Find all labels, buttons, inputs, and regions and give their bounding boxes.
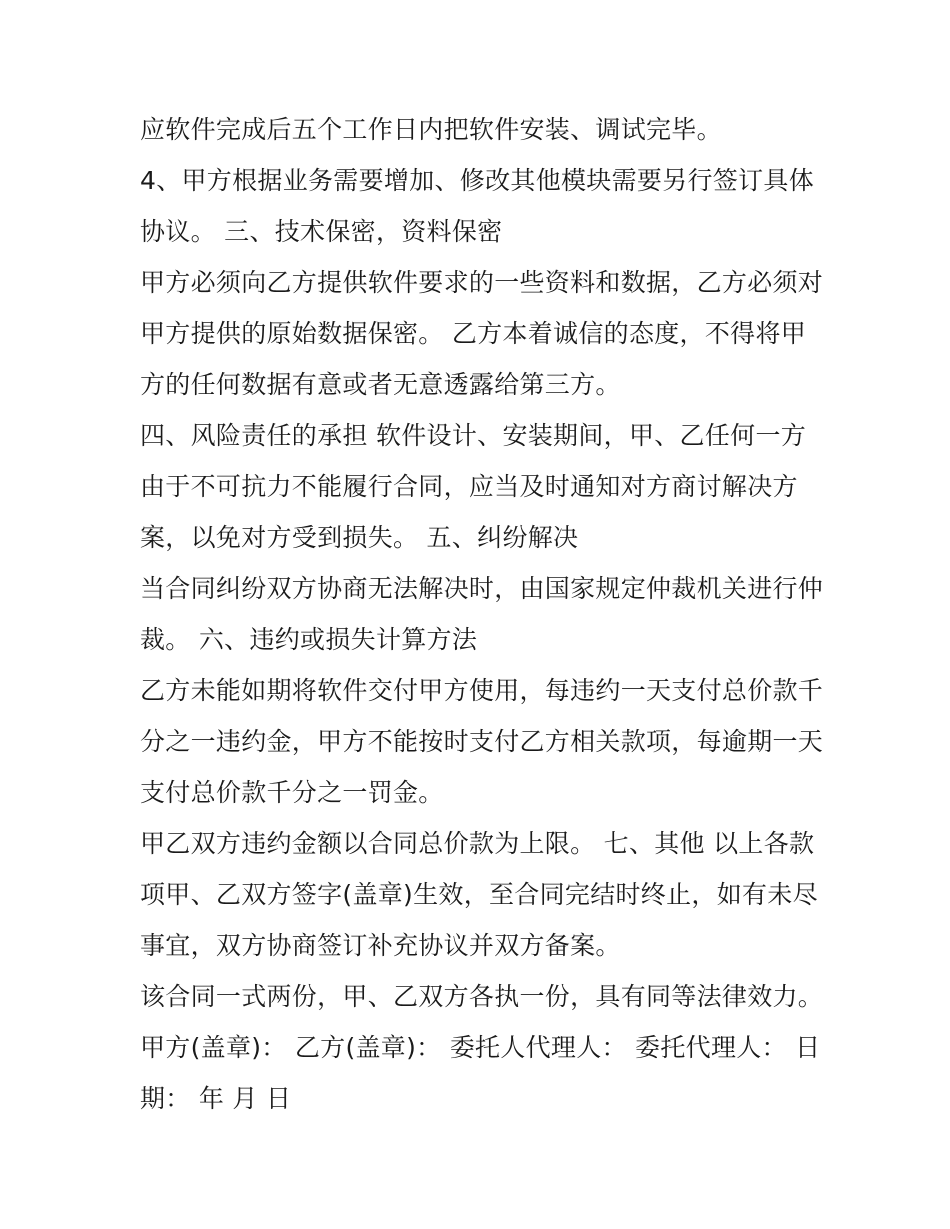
text-line: 事宜，双方协商签订补充协议并双方备案。 <box>140 931 621 960</box>
signature-line: 甲方(盖章)： 乙方(盖章)： 委托人代理人： 委托代理人： 日 <box>140 1033 821 1062</box>
text-line: 4、甲方根据业务需要增加、修改其他模块需要另行签订具体 <box>140 166 815 195</box>
text-line: 甲乙双方违约金额以合同总价款为上限。 七、其他 以上各款 <box>140 829 815 858</box>
text-line: 该合同一式两份，甲、乙双方各执一份，具有同等法律效力。 <box>140 982 824 1011</box>
date-line: 期： 年 月 日 <box>140 1084 292 1113</box>
text-line: 方的任何数据有意或者无意透露给第三方。 <box>140 370 621 399</box>
text-line: 乙方未能如期将软件交付甲方使用，每违约一天支付总价款千 <box>140 676 824 705</box>
text-line: 分之一违约金，甲方不能按时支付乙方相关款项，每逾期一天 <box>140 727 824 756</box>
text-line: 案，以免对方受到损失。 五、纠纷解决 <box>140 523 579 552</box>
text-line: 裁。 六、违约或损失计算方法 <box>140 625 478 654</box>
text-line: 协议。 三、技术保密，资料保密 <box>140 217 503 246</box>
text-line: 由于不可抗力不能履行合同，应当及时通知对方商讨解决方 <box>140 472 798 501</box>
text-line: 当合同纠纷双方协商无法解决时，由国家规定仲裁机关进行仲 <box>140 574 824 603</box>
contract-body-text <box>140 104 824 1124</box>
text-line: 甲方必须向乙方提供软件要求的一些资料和数据，乙方必须对 <box>140 268 824 297</box>
text-line: 四、风险责任的承担 软件设计、安装期间，甲、乙任何一方 <box>140 421 807 450</box>
text-line: 支付总价款千分之一罚金。 <box>140 778 444 807</box>
text-line: 应软件完成后五个工作日内把软件安装、调试完毕。 <box>140 115 722 144</box>
text-line: 甲方提供的原始数据保密。 乙方本着诚信的态度，不得将甲 <box>140 319 807 348</box>
text-line: 项甲、乙双方签字(盖章)生效，至合同完结时终止，如有未尽 <box>140 880 818 909</box>
